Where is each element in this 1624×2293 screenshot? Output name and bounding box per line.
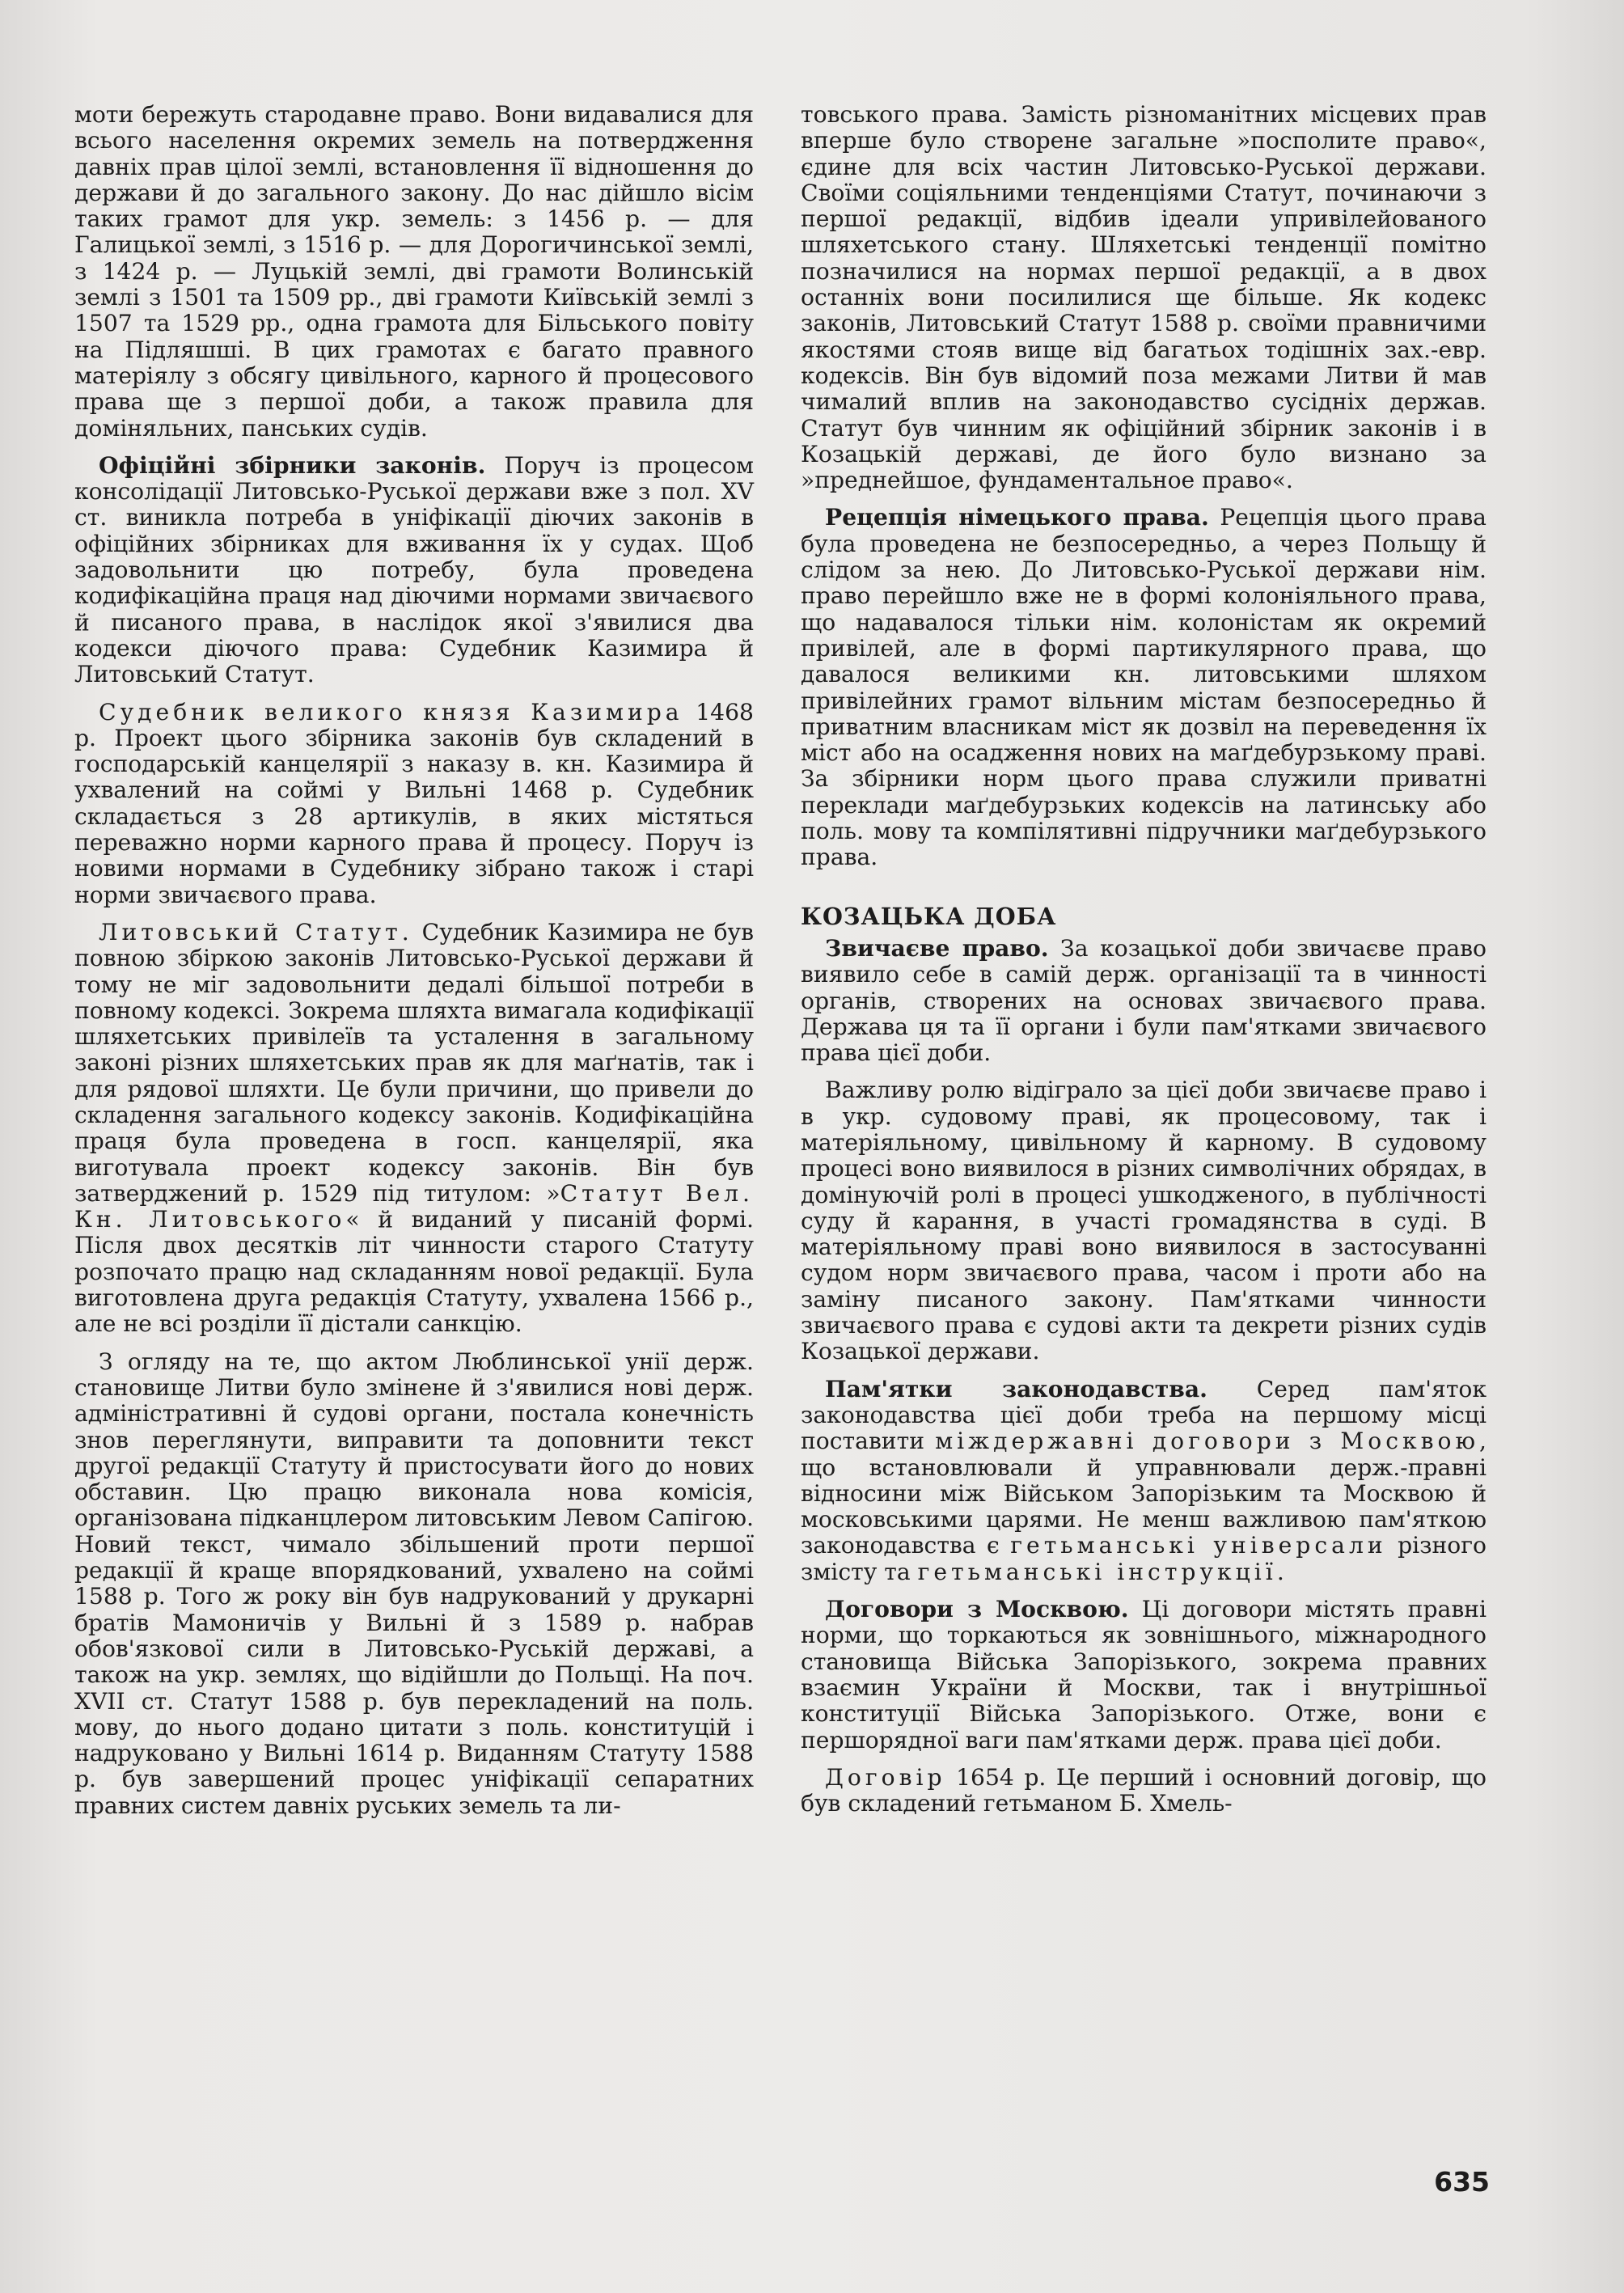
paragraph-heading-treaty-1654: Договір	[825, 1763, 946, 1791]
paragraph-body: Ці договори містять правні норми, що торкаються як зовнішнього, міжнародного становища Війська Запорізького, зокрема правних взаємин України й Москви, так і внутрішньої конституції Війська Запорізького. Отже, вони є першорядної ваги пам'ятками держ. права цієї доби.	[801, 1596, 1487, 1754]
paragraph-body: , що встановлювали й управнювали держ.-правні відносини між Військом Запорізьким та Москвою й московськими царями. Не менш важливою пам'яткою законодавства є	[801, 1428, 1487, 1559]
paragraph-customary-law	[801, 936, 1487, 1066]
paragraph-heading-german-law: Рецепція німецького права.	[825, 504, 1209, 531]
paragraph-heading-customary-law: Звичаєве право.	[825, 934, 1049, 962]
paragraph-body: « й виданий у писаній формі. Після двох десятків літ чинности старого Статуту розпочато працю над складанням нової редакції. Була виготовлена друга редакція Статуту, ухвалена 1566 р., але не всі розділи її дістали санкцію.	[74, 1206, 754, 1338]
paragraph-heading-casimir-code: Судебник великого князя Казимира	[99, 698, 683, 726]
left-column	[74, 102, 754, 1827]
paragraph-body: 1654 р. Це перший і основний договір, що був складений гетьманом Б. Хмель-	[801, 1763, 1487, 1817]
paragraph-lithuanian-statute	[74, 920, 754, 1338]
paragraph-customary-law-courts: Важливу ролю відіграло за цієї доби звичаєве право і в укр. судовому праві, як процесовому, так і матеріяльному, цивільному й карному. В судовому процесі воно виявилося в різних символічних обрядах, в домінуючій ролі в процесі ушкодженого, в публічності суду й карання, в участі громадянства в суді. В матеріяльному праві воно виявилося в застосуванні судом норм звичаєвого права, часом і проти або на заміну писаного закону. Пам'ятками чинности звичаєвого права є судові акти та декрети різних судів Козацької держави.	[801, 1077, 1487, 1365]
right-column	[801, 102, 1487, 1825]
paragraph-body: 1468 р. Проект цього збірника законів був складений в господарській канцелярії з наказу в. кн. Казимира й ухвалений на соймі у Вильні 1468 р. Судебник складається з 28 артикулів, в яких містяться переважно норми карного права й процесу. Поруч із новими нормами в Судебнику зібрано також і старі норми звичаєвого права.	[74, 698, 754, 908]
paragraph-body: За козацької доби звичаєве право виявило себе в самій держ. організації та в чинності органів, створених на основах звичаєвого права. Держава ця та її органи і були пам'ятками звичаєвого права цієї доби.	[801, 934, 1487, 1067]
paragraph-moscow-treaties	[801, 1597, 1487, 1754]
paragraph-heading-lithuanian-statute: Литовський Статут.	[99, 918, 413, 946]
paragraph-body: .	[1276, 1558, 1284, 1585]
paragraph-third-edition: З огляду на те, що актом Люблинської унії держ. становище Литви було змінене й з'явилися нові держ. адміністративні й судові органи, постала конечність знов переглянути, виправити та доповнити текст другої редакції Статуту й пристосувати його до нових обставин. Цю працю виконала нова комісія, організована підканцлером литовським Левом Сапігою. Новий текст, чимало збільшений проти першої редакції й краще впорядкований, ухвалено на соймі 1588 р. Того ж року він був надрукований у друкарні братів Мамоничів у Вильні й з 1589 р. набрав обов'язкової сили в Литовсько-Руській державі, а також на укр. землях, що відійшли до Польщі. На поч. XVII ст. Статут 1588 р. був перекладений на поль. мову, до нього додано цитати з поль. конституцій і надруковано у Вильні 1614 р. Виданням Статуту 1588 р. був завершений процес уніфікації сепаратних правних систем давніх руських земель та ли-	[74, 1347, 754, 1819]
paragraph-statute-continued: товського права. Замість різноманітних місцевих прав вперше було створене загальне »посполите право«, єдине для всіх частин Литовсько-Руської держави. Своїми соціяльними тенденціями Статут, починаючи з першої редакції, відбив ідеали упривілейованого шляхетського стану. Шляхетські тенденції помітно позначилися на нормах першої редакції, а в двох останніх вони посилилися ще більше. Як кодекс законів, Литовський Статут 1588 р. своїми правничими якостями стояв вище від багатьох тодішніх зах.-евр. кодексів. Він був відомий поза межами Литви й мав чималий вплив на законодавство сусідніх держав. Статут був чинним як офіційний збірник законів і в Козацькій державі, де його було визнано за »преднейшое, фундаментальное право«.	[801, 101, 1487, 494]
paragraph-german-law	[801, 505, 1487, 870]
paragraph-heading-official-codes: Офіційні збірники законів.	[99, 451, 486, 479]
paragraph-body: різного змісту та	[801, 1532, 1487, 1585]
paragraph-treaty-1654	[801, 1765, 1487, 1817]
paragraph-casimir-code	[74, 700, 754, 908]
emphasis-treaties: міждержавні договори з Москвою	[935, 1428, 1480, 1455]
paragraph-body: Поруч із процесом консолідації Литовсько-Руської держави вже з пол. XV ст. виникла потреба в уніфікації діючих законів в офіційних збірниках для вживання їх у судах. Щоб задовольнити цю потребу, була проведена кодифікаційна праця над діючими нормами звичаєвого й писаного права, в наслідок якої з'явилися два кодекси діючого права: Судебник Казимира й Литовський Статут.	[74, 451, 754, 688]
emphasis-universals: гетьманські універсали	[1010, 1532, 1387, 1559]
paragraph-heading-moscow-treaties: Договори з Москвою.	[825, 1596, 1129, 1623]
paragraph-legislation-monuments	[801, 1377, 1487, 1585]
paragraph-body: Серед пам'яток законодавства цієї доби треба на першому місці поставити	[801, 1375, 1487, 1455]
section-title: КОЗАЦЬКА ДОБА	[801, 902, 1057, 930]
paragraph-heading-legislation-monuments: Пам'ятки законодавства.	[825, 1375, 1207, 1402]
paragraph-official-codes	[74, 453, 754, 688]
statute-title: Статут Вел. Кн. Литовського	[74, 1179, 754, 1233]
paragraph-body: Рецепція цього права була проведена не безпосередньо, а через Польщу й слідом за нею. До Литовсько-Руської держави нім. право перейшло вже не в формі колоніяльного права, що надавалося тільки нім. колоністам як окремий привілей, але в формі партикулярного права, що давалося великими кн. литовськими шляхом привілейних грамот вільним містам безпосередньо й приватним власникам міст як дозвіл на переведення їх міст або на осадження нових на маґдебурзькому праві. За збірники норм цього права служили приватні переклади маґдебурзьких кодексів на латинську або поль. мову та компілятивні підручники маґдебурзького права.	[801, 504, 1487, 871]
page-number: 635	[1434, 2166, 1490, 2198]
paragraph-body: Судебник Казимира не був повною збіркою законів Литовсько-Руської держави й тому не міг задовольнити дедалі більшої потреби в повному кодексі. Зокрема шляхта вимагала кодифікації шляхетських привілеїв та усталення в загальному законі різних шляхетських прав як для маґнатів, так і для рядової шляхти. Це були причини, що привели до складення загального кодексу законів. Кодифікаційна праця була проведена в госп. канцелярії, яка виготувала проект кодексу законів. Він був затверджений р. 1529 під титулом: »	[74, 918, 754, 1207]
paragraph-charters-continued: моти бережуть стародавне право. Вони видавалися для всього населення окремих земель на потвердження давніх прав цілої землі, встановлення її відношення до держави й до загального закону. До нас дійшло вісім таких грамот для укр. земель: з 1456 р. — для Галицької землі, з 1516 р. — для Дорогичинської землі, з 1424 р. — Луцькій землі, дві грамоти Волинській землі з 1501 та 1509 рр., дві грамоти Київській землі з 1507 та 1529 рр., одна грамота для Більського повіту на Підляшші. В цих грамотах є багато правного матеріялу з обсягу цивільного, карного й процесового права ще з першої доби, а також правила для доміняльних, панських судів.	[74, 101, 754, 442]
emphasis-instructions: гетьманські інструкції	[917, 1558, 1277, 1585]
